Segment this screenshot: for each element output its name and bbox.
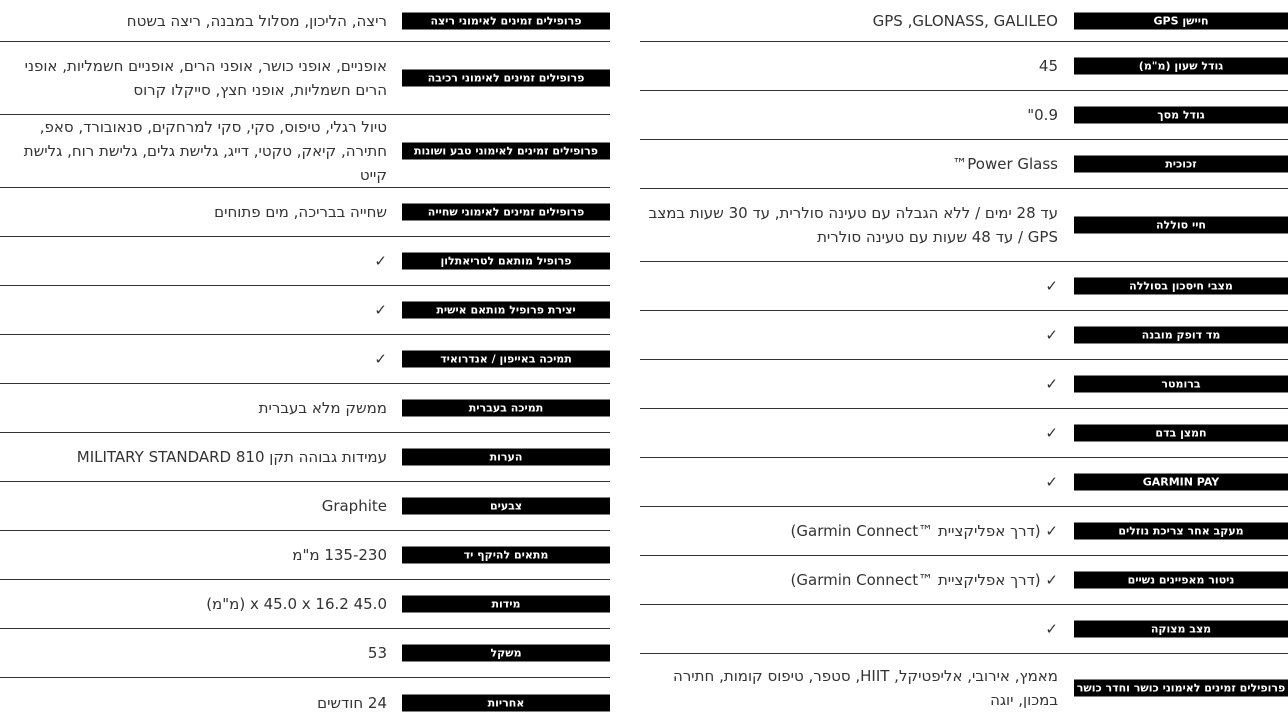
spec-label: פרופילים זמינים לאימוני כושר וחדר כושר	[1074, 679, 1288, 696]
spec-value: ריצה, הליכון, מסלול במבנה, ריצה בשטח	[126, 11, 387, 30]
spec-label: אחריות	[402, 694, 610, 711]
spec-value: 45.0 x 45.0 x 16.2 (מ"מ)	[206, 595, 387, 613]
spec-value: 24 חודשים	[317, 693, 387, 712]
spec-row-hydration	[640, 507, 1288, 556]
spec-row-battery-saver	[640, 262, 1288, 311]
spec-label: מידות	[402, 596, 610, 613]
spec-row-warranty	[0, 678, 610, 721]
spec-label: פרופילים זמינים לאימוני טבע ושונות	[402, 143, 610, 160]
spec-row-cycling-profiles	[0, 42, 610, 115]
specs-column-left	[0, 0, 610, 721]
spec-value: 135-230 מ"מ	[292, 546, 387, 564]
spec-row-dimensions	[0, 580, 610, 629]
spec-label: צבעים	[402, 498, 610, 515]
spec-value: מאמץ, אירובי, אליפטיקל, HIIT, סטפר, טיפוס קומות, חתירה במכון, יוגה	[673, 666, 1058, 709]
spec-value: ✓	[1045, 473, 1058, 491]
spec-value: אופניים, אופני כושר, אופני הרים, אופניים חשמליות, אופני הרים חשמליות, אופני חצץ, סייקלו קרוס	[24, 57, 387, 99]
spec-row-gym-profiles	[640, 654, 1288, 721]
spec-value: 0.9"	[1027, 106, 1058, 124]
spec-row-wrist-size	[0, 531, 610, 580]
spec-row-triathlon	[0, 237, 610, 286]
spec-value: ✓ (דרך אפליקציית ™Garmin Connect)	[790, 522, 1058, 540]
spec-label: מצבי חיסכון בסוללה	[1074, 278, 1288, 295]
spec-label: GARMIN PAY	[1074, 474, 1288, 491]
spec-value: ✓	[374, 252, 387, 270]
spec-label: יצירת פרופיל מותאם אישית	[402, 302, 610, 319]
spec-row-watch-size	[640, 42, 1288, 91]
spec-row-garmin-pay	[640, 458, 1288, 507]
spec-row-battery-life	[640, 189, 1288, 262]
spec-value: עמידות גבוהה תקן MILITARY STANDARD 810	[76, 448, 387, 466]
spec-row-hebrew-support	[0, 384, 610, 433]
spec-value: ✓	[374, 350, 387, 368]
spec-row-gps	[640, 0, 1288, 42]
spec-value: ✓	[1045, 424, 1058, 442]
spec-value: עד 28 ימים / ללא הגבלה עם טעינה סולרית, עד 30 שעות במצב GPS / עד 48 שעות עם טעינה סולרית	[648, 204, 1058, 246]
spec-label: מעקב אחר צריכת נוזלים	[1074, 523, 1288, 540]
spec-row-outdoor-profiles	[0, 115, 610, 188]
spec-value: ✓	[1045, 620, 1058, 638]
spec-label: מתאים להיקף יד	[402, 547, 610, 564]
spec-row-heart-rate	[640, 311, 1288, 360]
spec-value: ✓	[1045, 375, 1058, 393]
spec-value: Graphite	[321, 497, 387, 515]
spec-label: משקל	[402, 645, 610, 662]
spec-row-glass	[640, 140, 1288, 189]
spec-value: ממשק מלא בעברית	[258, 399, 387, 417]
spec-value: Power Glass™	[952, 155, 1058, 173]
spec-row-weight	[0, 629, 610, 678]
spec-label: הערות	[402, 449, 610, 466]
spec-value: ✓	[1045, 277, 1058, 295]
specs-column-right	[640, 0, 1288, 721]
spec-row-emergency	[640, 605, 1288, 654]
spec-row-running-profiles	[0, 0, 610, 42]
spec-row-blood-oxygen	[640, 409, 1288, 458]
spec-value: ✓	[1045, 326, 1058, 344]
spec-label: פרופילים זמינים לאימוני ריצה	[402, 12, 610, 29]
spec-label: גודל מסך	[1074, 107, 1288, 124]
spec-label: פרופילים זמינים לאימוני שחייה	[402, 204, 610, 221]
spec-label: ניטור מאפיינים נשיים	[1074, 572, 1288, 589]
spec-label: חמצן בדם	[1074, 425, 1288, 442]
spec-row-notes	[0, 433, 610, 482]
spec-label: פרופילים זמינים לאימוני רכיבה	[402, 70, 610, 87]
spec-row-colors	[0, 482, 610, 531]
spec-label: תמיכה באייפון / אנדרואיד	[402, 351, 610, 368]
spec-value: 53	[367, 644, 387, 662]
spec-label: חיישן GPS	[1074, 12, 1288, 29]
spec-label: מצב מצוקה	[1074, 621, 1288, 638]
spec-row-phone-support	[0, 335, 610, 384]
spec-row-screen-size	[640, 91, 1288, 140]
spec-label: חיי סוללה	[1074, 217, 1288, 234]
spec-value: ✓	[374, 301, 387, 319]
spec-row-womens-health	[640, 556, 1288, 605]
spec-value: ✓ (דרך אפליקציית ™Garmin Connect)	[790, 571, 1058, 589]
spec-value: 45	[1038, 57, 1058, 75]
spec-label: מד דופק מובנה	[1074, 327, 1288, 344]
spec-label: ברומטר	[1074, 376, 1288, 393]
spec-row-custom-profile	[0, 286, 610, 335]
spec-label: פרופיל מותאם לטריאתלון	[402, 253, 610, 270]
spec-value: שחייה בבריכה, מים פתוחים	[214, 203, 387, 221]
spec-label: זכוכית	[1074, 156, 1288, 173]
spec-value: טיול רגלי, טיפוס, סקי, סקי למרחקים, סנאובורד, סאפ, חתירה, קיאק, טקטי, דייג, גלישת גלים, גלישת רוח, גלישת קייט	[23, 118, 387, 184]
spec-row-swim-profiles	[0, 188, 610, 237]
spec-label: תמיכה בעברית	[402, 400, 610, 417]
spec-label: גודל שעון (מ"מ)	[1074, 58, 1288, 75]
spec-value: GPS ,GLONASS, GALILEO	[872, 11, 1058, 30]
spec-row-barometer	[640, 360, 1288, 409]
